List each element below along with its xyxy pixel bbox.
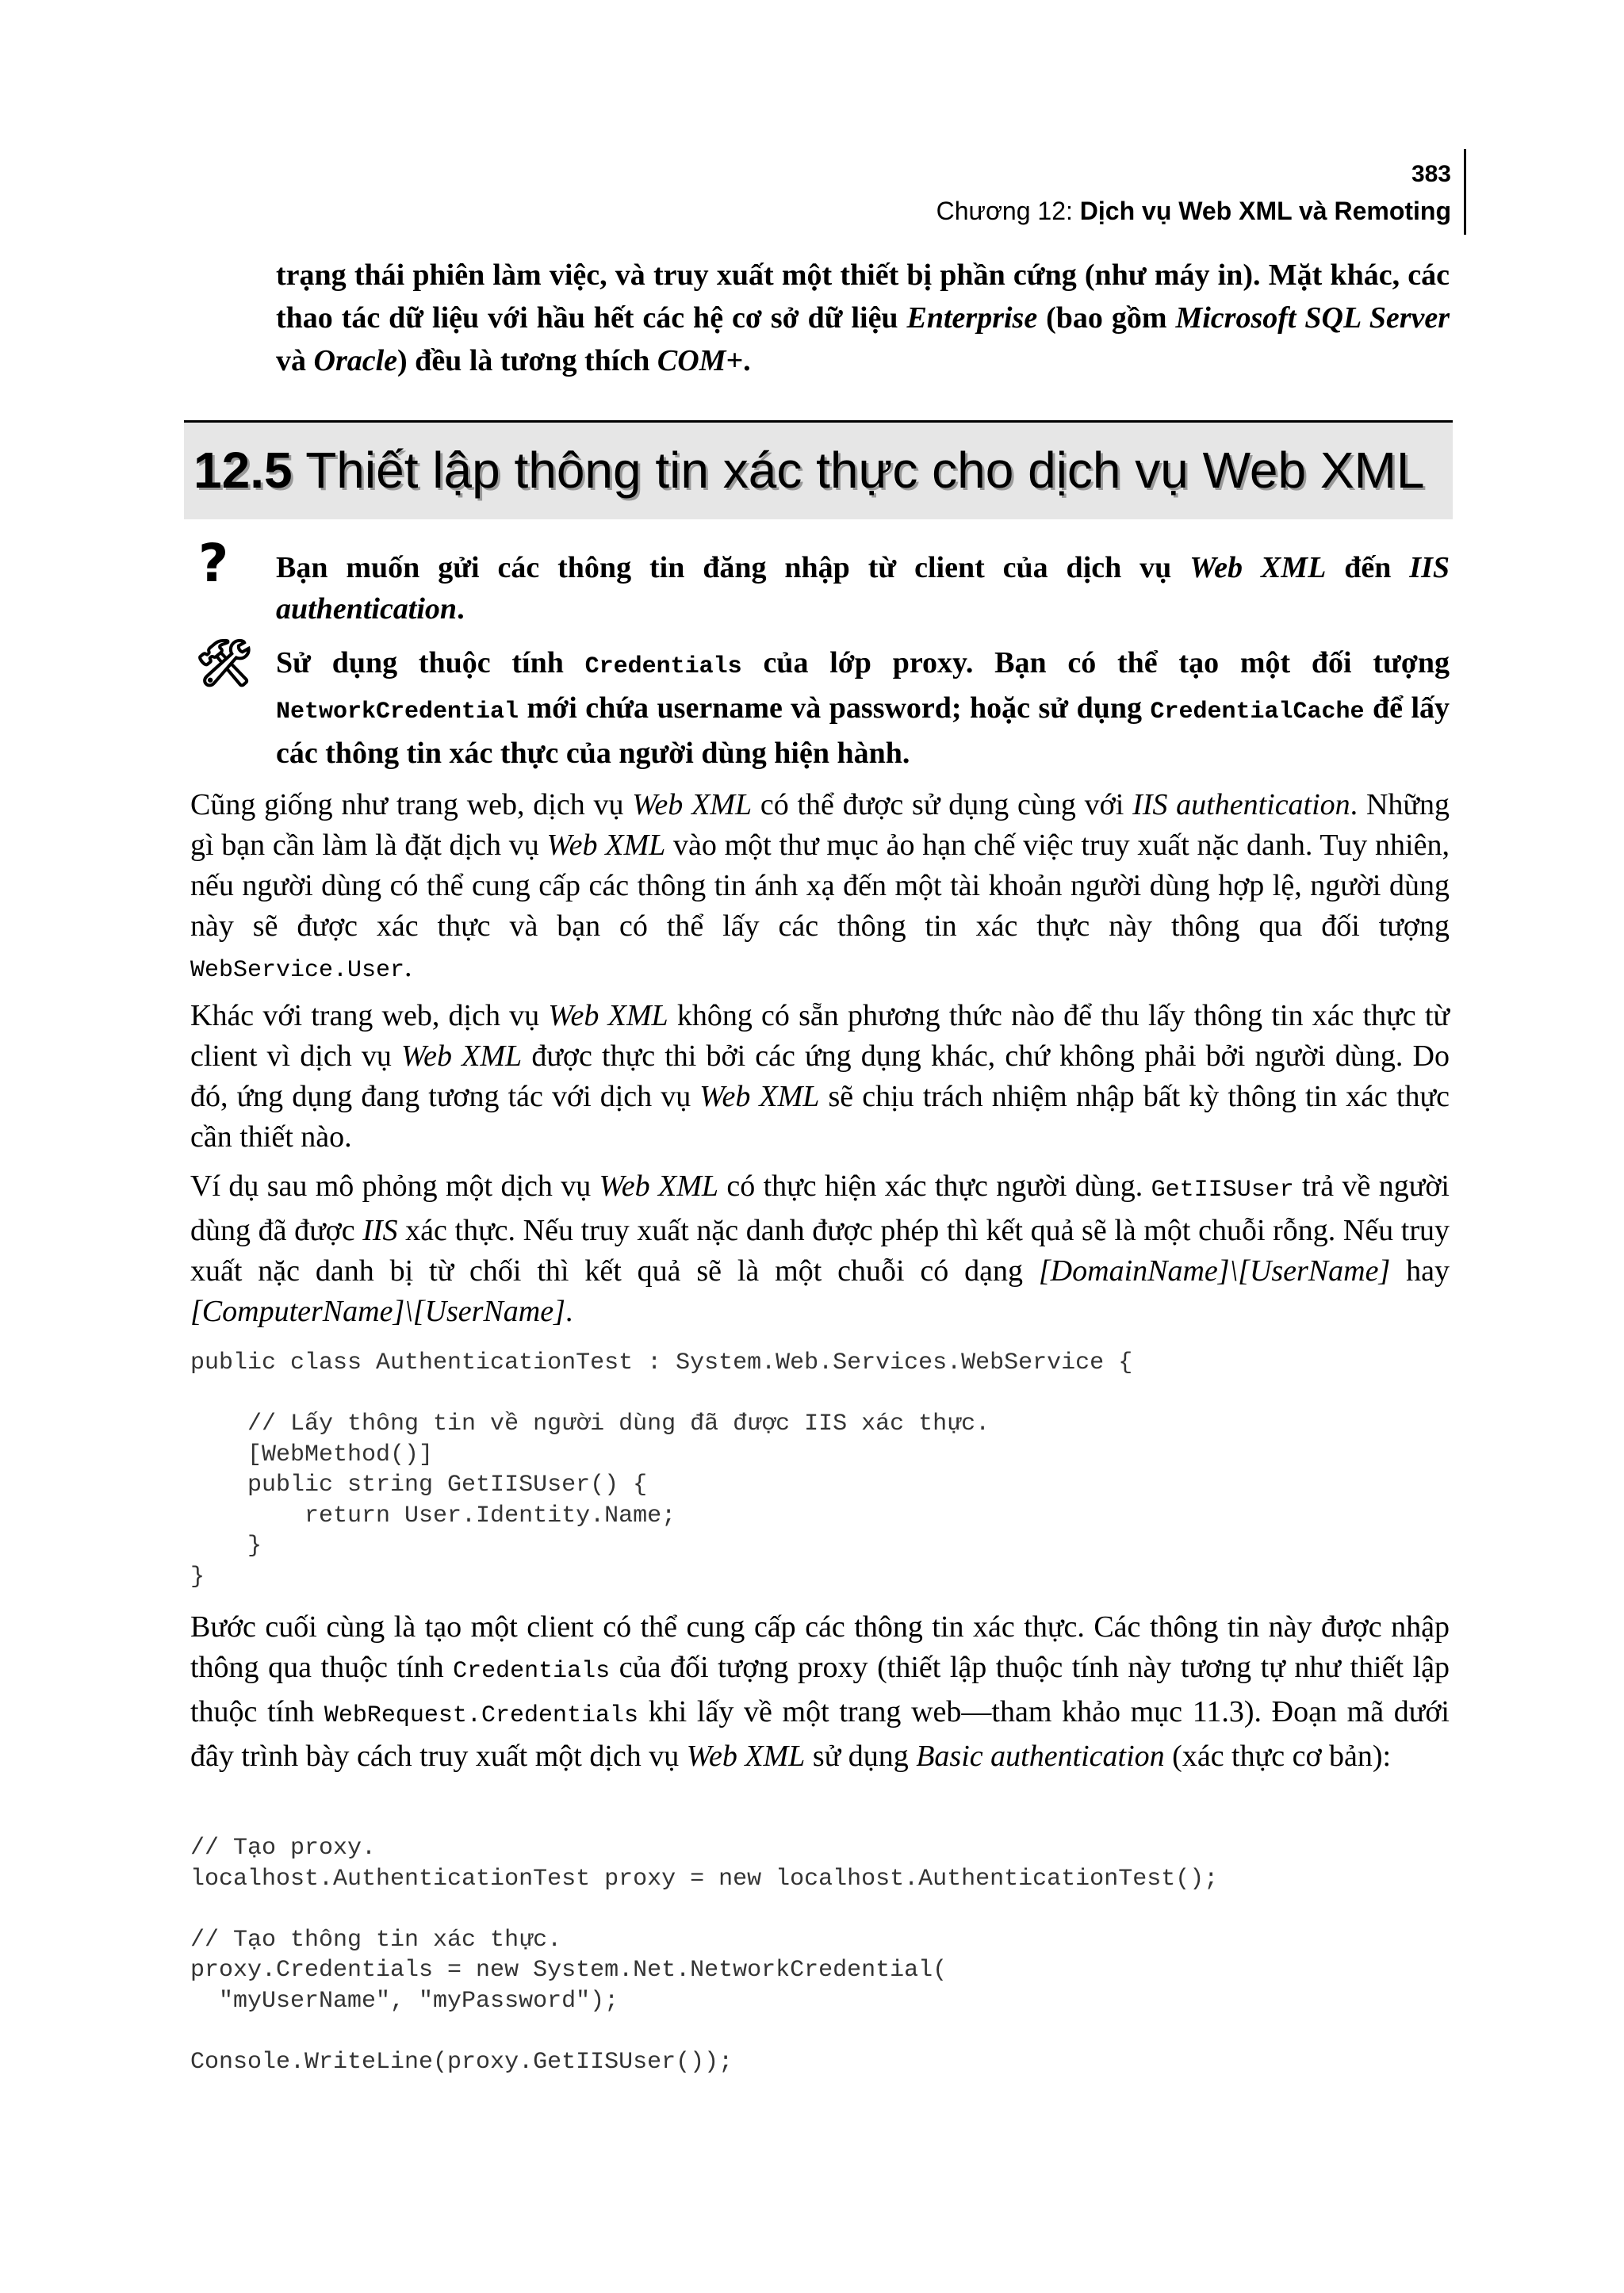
p3-text-1: Ví dụ sau mô phỏng một dịch vụ: [190, 1169, 599, 1203]
page-number: 383: [1411, 161, 1451, 187]
solution-code-networkcredential: NetworkCredential: [276, 699, 519, 725]
p2-text-1: Khác với trang web, dịch vụ: [190, 999, 549, 1032]
p1-italic-1: Web XML: [632, 788, 753, 821]
header-vertical-rule: [1464, 149, 1466, 235]
intro-italic-oracle: Oracle: [313, 344, 398, 377]
p1-text-2: có thể được sử dụng cùng với: [752, 788, 1133, 821]
solution-code-credentials: Credentials: [584, 653, 742, 680]
intro-text-1: trạng thái phiên làm việc, và truy xuất một thiết bị phần cứng (như máy in). Mặt khác, các thao tác dữ liệu với hầu hết các hệ cơ sở dữ liệu: [276, 258, 1450, 335]
p2-italic-1: Web XML: [548, 999, 668, 1032]
intro-italic-enterprise: Enterprise: [906, 301, 1038, 335]
p5-text-1: Bước cuối cùng là tạo một client có thể cung cấp các thông tin xác thực. Các thông tin này được nhập thông qua thuộc tính: [190, 1610, 1450, 1684]
p1-italic-2: IIS authentication: [1132, 788, 1350, 821]
p3-italic-4: [ComputerName]\[UserName]: [190, 1295, 565, 1328]
p3-text-4: xác thực. Nếu truy xuất nặc danh được phép thì kết quả sẽ là một chuỗi rỗng. Nếu truy xuất nặc danh bị từ chối thì kết quả sẽ là một chuỗi có dạng: [190, 1214, 1450, 1288]
intro-text-4: ) đều là tương thích: [397, 344, 657, 377]
solution-text-4: để lấy các thông tin xác thực của người dùng hiện hành.: [276, 691, 1450, 770]
p3-text-5: hay: [1390, 1254, 1450, 1288]
question-mark-icon: ?: [198, 533, 229, 594]
problem-text-2: đến: [1326, 551, 1410, 584]
intro-text-3: và: [276, 344, 314, 377]
p3-code-getiisuser: GetIISUser: [1151, 1177, 1294, 1204]
problem-statement: [276, 547, 1450, 630]
p3-text-3: trả về người dùng đã được: [190, 1169, 1450, 1247]
p3-italic-3: [DomainName]\[UserName]: [1038, 1254, 1391, 1288]
p1-italic-3: Web XML: [546, 829, 666, 862]
body-paragraph-4: [190, 1607, 1450, 1777]
solution-text-1: Sử dụng thuộc tính: [276, 646, 585, 679]
intro-paragraph: [276, 254, 1450, 382]
p1-text-5: .: [404, 950, 412, 983]
p5-text-5: (xác thực cơ bản):: [1164, 1740, 1392, 1773]
p3-italic-1: Web XML: [599, 1169, 718, 1203]
chapter-title: Dịch vụ Web XML và Remoting: [1079, 197, 1451, 225]
problem-italic-iis: IIS authentication: [276, 551, 1450, 626]
p1-code-webservice-user: WebService.User: [190, 957, 405, 984]
body-paragraph-2: [190, 996, 1450, 1158]
p5-code-webrequest-credentials: WebRequest.Credentials: [324, 1702, 638, 1729]
section-number: 12.5: [193, 442, 293, 499]
intro-text-5: .: [743, 344, 751, 377]
body-paragraph-1: [190, 785, 1450, 991]
intro-italic-sqlserver: Microsoft SQL Server: [1175, 301, 1450, 335]
section-heading: [193, 434, 1424, 506]
problem-text-1: Bạn muốn gửi các thông tin đăng nhập từ client của dịch vụ: [276, 551, 1190, 584]
p2-text-2: không có sẵn phương thức nào để thu lấy thông tin xác thực từ client vì dịch vụ: [190, 999, 1450, 1073]
solution-text-3: mới chứa username và password; hoặc sử dụng: [519, 691, 1151, 725]
problem-text-3: .: [457, 592, 465, 626]
p1-text-1: Cũng giống như trang web, dịch vụ: [190, 788, 633, 821]
p3-text-6: .: [565, 1295, 573, 1328]
p1-text-4: vào một thư mục ảo hạn chế việc truy xuất nặc danh. Tuy nhiên, nếu người dùng có thể cung cấp các thông tin ánh xạ đến một tài khoản người dùng hợp lệ, người dùng này sẽ được xác thực và bạn có thể lấy các thông tin xác thực này thông qua đối tượng: [190, 829, 1450, 943]
intro-italic-com: COM+: [657, 344, 744, 377]
p5-text-4: sử dụng: [805, 1740, 917, 1773]
p2-text-4: sẽ chịu trách nhiệm nhập bất kỳ thông tin xác thực cần thiết nào.: [190, 1080, 1450, 1154]
p5-text-3: khi lấy về một trang web—tham khảo mục 11.3). Đoạn mã dưới đây trình bày cách truy xuất một dịch vụ: [190, 1695, 1450, 1773]
solution-code-credentialcache: CredentialCache: [1150, 699, 1365, 725]
p5-code-credentials: Credentials: [453, 1658, 611, 1685]
running-header: [737, 157, 1451, 230]
p3-italic-2: IIS: [362, 1214, 398, 1247]
p3-text-2: có thực hiện xác thực người dùng.: [718, 1169, 1151, 1203]
code-block-1: public class AuthenticationTest : System.Web.Services.WebService { // Lấy thông tin về người dùng đã được IIS xác thực. [WebMethod()] public string GetIISUser() { return User.Identity.Name; } }: [190, 1349, 1133, 1591]
p5-italic-2: Basic authentication: [916, 1740, 1165, 1773]
p2-italic-3: Web XML: [699, 1080, 820, 1113]
solution-statement: [276, 642, 1450, 774]
section-title: Thiết lập thông tin xác thực cho dịch vụ Web XML: [305, 442, 1425, 499]
code-block-2: // Tạo proxy. localhost.AuthenticationTest proxy = new localhost.AuthenticationTest(); // Tạo thông tin xác thực. proxy.Credentials = new System.Net.NetworkCredential( "myUserName", "myPassword"); Console.WriteLine(proxy.GetIISUser());: [190, 1835, 1219, 2076]
p5-italic-1: Web XML: [686, 1740, 806, 1773]
solution-text-2: của lớp proxy. Bạn có thể tạo một đối tượng: [741, 646, 1450, 679]
tools-icon: 🛠: [195, 636, 254, 690]
p1-text-3: . Những gì bạn cần làm là đặt dịch vụ: [190, 788, 1450, 862]
body-paragraph-3: [190, 1166, 1450, 1332]
chapter-prefix: Chương 12:: [936, 197, 1080, 225]
intro-text-2: (bao gồm: [1037, 301, 1176, 335]
chapter-heading: [737, 192, 1451, 230]
p2-text-3: được thực thi bởi các ứng dụng khác, chứ không phải bởi người dùng. Do đó, ứng dụng đang tương tác với dịch vụ: [190, 1039, 1450, 1113]
p5-text-2: của đối tượng proxy (thiết lập thuộc tính này tương tự như thiết lập thuộc tính: [190, 1651, 1450, 1728]
problem-italic-webxml: Web XML: [1189, 551, 1327, 584]
p2-italic-2: Web XML: [401, 1039, 523, 1073]
